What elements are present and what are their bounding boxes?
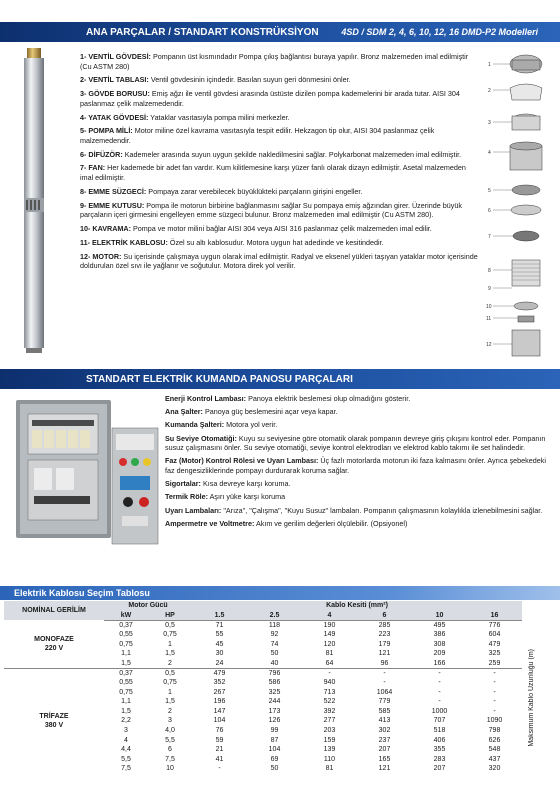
table-cell: 1,5 (121, 659, 131, 667)
hp-header: HP (148, 611, 192, 621)
part-item-5: 5- POMPA MİLİ: Motor miline özel kavrama vasıtasıyla tespit edilir. Hekzagon tip olur, AISI 304 paslanmaz çelik malzemedendir. (80, 126, 435, 145)
part-item-12: 12- MOTOR: Su içerisinde çalışmaya uygun olarak imal edilmiştir. Radyal ve eksenel yükleri taşıyan yataklar motor içerisinde doldurulan özel sıvı ile yağlanır ve soğutulur. Motora direk yol verilir. (80, 251, 478, 271)
table-cell: 518 (433, 727, 446, 735)
table-cell: 259 (488, 659, 501, 667)
table-cell: 7,5 (121, 765, 131, 773)
table-cell: 159 (323, 736, 336, 744)
table-cell: 2 (168, 659, 172, 667)
part-item-8: 8- EMME SÜZGECİ: Pompaya zarar verebilecek büyüklükteki parçaların girişini engeller. (80, 186, 363, 196)
models-label: 4SD / SDM 2, 4, 6, 10, 12, 16 DMD-P2 Modelleri (341, 27, 538, 37)
part-label-12: 12 (486, 342, 492, 348)
part-item-4: 4- YATAK GÖVDESİ: Yataklar vasıtasıyla pompa milini merkezler. (80, 112, 290, 122)
table-cell: 308 (433, 640, 446, 648)
table-cell: 479 (192, 668, 247, 678)
table-cell: 118 (268, 621, 281, 629)
table-cell: - (357, 668, 412, 678)
table-cell: 713 (323, 688, 336, 696)
part-item-2: 2- VENTİL TABLASI: Ventil gövdesinin içindedir. Basılan suyun geri dönmesini önler. (80, 75, 351, 85)
table-cell: 283 (433, 755, 446, 763)
panel-item-thermal-relay: Termik Röle: Aşırı yüke karşı koruma (165, 492, 286, 502)
table-cell: 41 (215, 755, 224, 763)
table-cell: 165 (378, 755, 391, 763)
part-item-10: 10- KAVRAMA: Pompa ve motor milini bağlar AISI 304 veya AISI 316 paslanmaz çelik malzemeden imal edilir. (80, 224, 432, 233)
table-cell: 776 (488, 621, 501, 629)
section-header: 16 (467, 611, 522, 621)
table-cell: 1 (168, 688, 172, 696)
triphase-voltage-label: TRİFAZE 380 V (4, 668, 104, 774)
table-cell: - (218, 765, 221, 773)
table-cell: 1,5 (165, 698, 175, 706)
table-cell: 207 (433, 765, 446, 773)
table-cell: 4 (124, 736, 128, 744)
table-cell: 81 (325, 765, 334, 773)
table-cell: 40 (270, 659, 279, 667)
panel-item-fuses: Sigortalar: Kısa devreye karşı koruma. (165, 479, 291, 489)
main-parts-title: ANA PARÇALAR / STANDART KONSTRÜKSİYON (86, 26, 319, 38)
table-cell: 92 (270, 631, 279, 639)
panel-item-warning-lamps: Uyarı Lambaları: "Arıza", "Çalışma", "Kuyu Susuz" lambaları. Pompanın çalışmasının kolaylıkla izlenebilmesini sağlar. (165, 505, 543, 515)
control-panel-image (12, 398, 162, 548)
table-cell: - (493, 698, 496, 706)
table-cell: - (302, 668, 357, 678)
table-cell: 0,75 (163, 631, 177, 639)
part-item-3: 3- GÖVDE BORUSU: Emiş ağzı ile ventil gövdesi arasında üstüste dizilen pompa kademelerini bir arada tutar. AISI 304 paslanmaz çelik malzemedendir. (80, 89, 460, 108)
table-cell: 0,75 (163, 679, 177, 687)
panel-item-phase-relay: Faz (Motor) Kontrol Rölesi ve Uyarı Lambası: Üç fazlı motorlarda motorun iki faza kalmasını önler. Ayrıca şebekedeki faz dengesizliklerinde pompayı durdurarak koruma sağlar. (165, 456, 546, 475)
section-header: 4 (302, 611, 357, 621)
cable-selection-table (4, 601, 522, 774)
table-cell: 1000 (431, 707, 448, 715)
part-label-5: 5 (488, 188, 491, 194)
table-cell: 21 (215, 746, 224, 754)
table-cell: 437 (488, 755, 501, 763)
part-label-4: 4 (488, 150, 491, 156)
table-cell: - (383, 679, 386, 687)
table-cell: 1,5 (165, 650, 175, 658)
table-cell: - (438, 688, 441, 696)
nominal-voltage-header: NOMİNAL GERİLİM (4, 601, 104, 620)
table-cell: 110 (323, 755, 336, 763)
max-cable-length-label: Maksimum Kablo Uzunluğu (m) (527, 649, 535, 747)
section-header: 1.5 (192, 611, 247, 621)
table-cell: 0,55 (119, 631, 133, 639)
table-row (4, 620, 522, 630)
table-cell: 74 (270, 640, 279, 648)
table-cell: 203 (323, 727, 336, 735)
table-cell: 121 (378, 650, 391, 658)
table-cell: 5,5 (121, 755, 131, 763)
table-cell: 244 (268, 698, 281, 706)
table-cell: 352 (213, 679, 226, 687)
parts-description-list (80, 52, 480, 275)
panel-parts-header (0, 369, 560, 389)
table-cell: 10 (166, 765, 174, 773)
table-cell: 495 (433, 621, 446, 629)
part-label-10: 10 (486, 304, 492, 310)
table-cell: 76 (215, 727, 224, 735)
table-cell: 302 (378, 727, 391, 735)
table-cell: 604 (488, 631, 501, 639)
table-cell: 126 (268, 717, 281, 725)
table-cell: 30 (215, 650, 224, 658)
table-cell: 548 (488, 746, 501, 754)
exploded-parts-diagram (482, 50, 554, 360)
panel-item-control-switch: Kumanda Şalteri: Motora yol verir. (165, 420, 278, 430)
table-cell: 45 (215, 640, 224, 648)
table-cell: - (493, 679, 496, 687)
table-cell: 1,5 (121, 707, 131, 715)
panel-description-list (165, 394, 550, 532)
part-item-11: 11- ELEKTRİK KABLOSU: Özel su altı kablosudur. Motora uygun hat adedinde ve kesitindedir. (80, 237, 384, 247)
table-cell: 277 (323, 717, 336, 725)
table-cell: - (438, 698, 441, 706)
table-cell: 6 (168, 746, 172, 754)
table-cell: 71 (215, 621, 224, 629)
panel-parts-title: STANDART ELEKTRİK KUMANDA PANOSU PARÇALARI (86, 373, 353, 385)
table-cell: 99 (270, 727, 279, 735)
table-cell: 1064 (376, 688, 393, 696)
table-cell: 81 (325, 650, 334, 658)
section-header: 6 (357, 611, 412, 621)
cable-table-body (4, 620, 522, 774)
table-header-row (4, 601, 522, 611)
part-label-9: 9 (488, 286, 491, 292)
table-cell: 196 (213, 698, 226, 706)
main-parts-header (0, 22, 560, 42)
table-cell: 0,5 (148, 668, 192, 678)
table-cell: 2 (168, 707, 172, 715)
table-cell: 2,2 (121, 717, 131, 725)
section-header: 2.5 (247, 611, 302, 621)
part-label-2: 2 (488, 88, 491, 94)
table-cell: 7,5 (165, 755, 175, 763)
table-cell: - (493, 707, 496, 715)
panel-item-meters: Ampermetre ve Voltmetre: Akım ve gerilim değerleri ölçülebilir. (Opsiyonel) (165, 518, 408, 528)
table-cell: 0,55 (119, 679, 133, 687)
part-item-7: 7- FAN: Her kademede bir adet fan vardır. Kum kilitlemesine karşı yüzer fanlı olarak dizayn edilmiştir. Asetal malzemeden imal edilmiştir. (80, 163, 466, 183)
table-cell: 406 (433, 736, 446, 744)
cable-section-header: Kablo Kesiti (mm²) (192, 601, 522, 611)
table-cell: 3 (124, 727, 128, 735)
table-cell: 479 (488, 640, 501, 648)
table-cell: 223 (378, 631, 391, 639)
table-cell: 707 (433, 717, 446, 725)
panel-item-energy-lamp: Enerji Kontrol Lambası: Panoya elektrik beslemesi olup olmadığını gösterir. (165, 394, 411, 403)
table-cell: 64 (325, 659, 334, 667)
table-cell: 207 (378, 746, 391, 754)
part-label-1: 1 (488, 62, 491, 68)
table-cell: 166 (433, 659, 446, 667)
table-cell: 179 (378, 640, 391, 648)
table-cell: 59 (215, 736, 224, 744)
part-label-3: 3 (488, 120, 491, 126)
part-item-9: 9- EMME KUTUSU: Pompa ile motorun birbirine bağlanmasını sağlar Su pompaya emiş ağzından girer. Üzerinde büyük parçaların içeri girmesini engelleyen emme süzgeci bulunur. Bronz malzemeden imal edilmiştir (Cu ASTM 280). (80, 200, 462, 220)
table-cell: 149 (323, 631, 336, 639)
table-cell: 4,0 (165, 727, 175, 735)
table-cell: 96 (380, 659, 389, 667)
table-cell: 1 (168, 640, 172, 648)
table-cell: 121 (378, 765, 391, 773)
table-cell: 796 (247, 668, 302, 678)
table-cell: 1090 (486, 717, 503, 725)
table-cell: 55 (215, 631, 224, 639)
table-cell: 0,5 (165, 621, 175, 629)
cable-table-title: Elektrik Kablosu Seçim Tablosu (14, 588, 150, 598)
motor-power-header: Motor Gücü (104, 601, 192, 611)
table-cell: 779 (378, 698, 391, 706)
table-cell: 1,1 (121, 698, 131, 706)
table-cell: 3 (168, 717, 172, 725)
panel-item-water-level: Su Seviye Otomatiği: Kuyu su seviyesine göre otomatik olarak pompanın devreye giriş çıkışını kontrol eder. Pompanın susuz çalışmasını önler. Su seviye otomatiği, seviye kontrol elektrodları ve elektrod kablo takımı ile set halindedir. (165, 433, 546, 453)
part-label-6: 6 (488, 208, 491, 214)
table-cell: - (412, 668, 467, 678)
table-cell: 173 (268, 707, 281, 715)
table-cell: 5,5 (165, 736, 175, 744)
table-cell: 0,75 (119, 640, 133, 648)
table-cell: 87 (270, 736, 279, 744)
table-cell: 190 (323, 621, 336, 629)
table-cell: 386 (433, 631, 446, 639)
table-cell: 147 (213, 707, 226, 715)
table-cell: 139 (323, 746, 336, 754)
table-cell: 24 (215, 659, 224, 667)
table-cell: 355 (433, 746, 446, 754)
table-cell: - (467, 668, 522, 678)
table-cell: 104 (268, 746, 281, 754)
table-cell: 50 (270, 765, 279, 773)
table-cell: 940 (323, 679, 336, 687)
table-cell: 0,37 (104, 668, 148, 678)
table-cell: 325 (488, 650, 501, 658)
table-row (4, 668, 522, 678)
table-cell: 522 (323, 698, 336, 706)
table-cell: 0,37 (119, 621, 133, 629)
table-cell: 626 (488, 736, 501, 744)
table-cell: - (438, 679, 441, 687)
part-label-11: 11 (486, 316, 492, 322)
table-cell: 267 (213, 688, 226, 696)
part-item-1: 1- VENTİL GÖVDESİ: Pompanın üst kısmındadır Pompa çıkış bağlantısı buraya yapılır. Bronz malzemeden imal edilmiştir (Cu ASTM 280) (80, 52, 469, 71)
table-cell: 0,75 (119, 688, 133, 696)
table-cell: 586 (268, 679, 281, 687)
table-cell: 325 (268, 688, 281, 696)
table-cell: 69 (270, 755, 279, 763)
table-cell: - (493, 688, 496, 696)
table-cell: 50 (270, 650, 279, 658)
part-item-6: 6- DİFÜZÖR: Kademeler arasında suyun uygun şekilde nakledilmesini sağlar. Polykarbonat malzemeden imal edilmiştir. (80, 149, 462, 159)
table-cell: 237 (378, 736, 391, 744)
part-label-7: 7 (488, 234, 491, 240)
section-header: 10 (412, 611, 467, 621)
monophase-voltage-label: MONOFAZE 220 V (34, 635, 74, 652)
table-cell: 104 (213, 717, 226, 725)
table-cell: 413 (378, 717, 391, 725)
table-cell: 4,4 (121, 746, 131, 754)
panel-item-main-switch: Ana Şalter: Panoya güç beslemesini açar veya kapar. (165, 407, 338, 417)
table-cell: 585 (378, 707, 391, 715)
table-cell: 798 (488, 727, 501, 735)
table-cell: 320 (488, 765, 501, 773)
table-cell: 120 (323, 640, 336, 648)
table-cell: 392 (323, 707, 336, 715)
table-cell: 209 (433, 650, 446, 658)
part-label-8: 8 (488, 268, 491, 274)
table-cell: 1,1 (121, 650, 131, 658)
pump-image (22, 48, 46, 353)
table-cell: 285 (378, 621, 391, 629)
kw-header: kW (104, 611, 148, 621)
cable-table-header (0, 586, 560, 600)
